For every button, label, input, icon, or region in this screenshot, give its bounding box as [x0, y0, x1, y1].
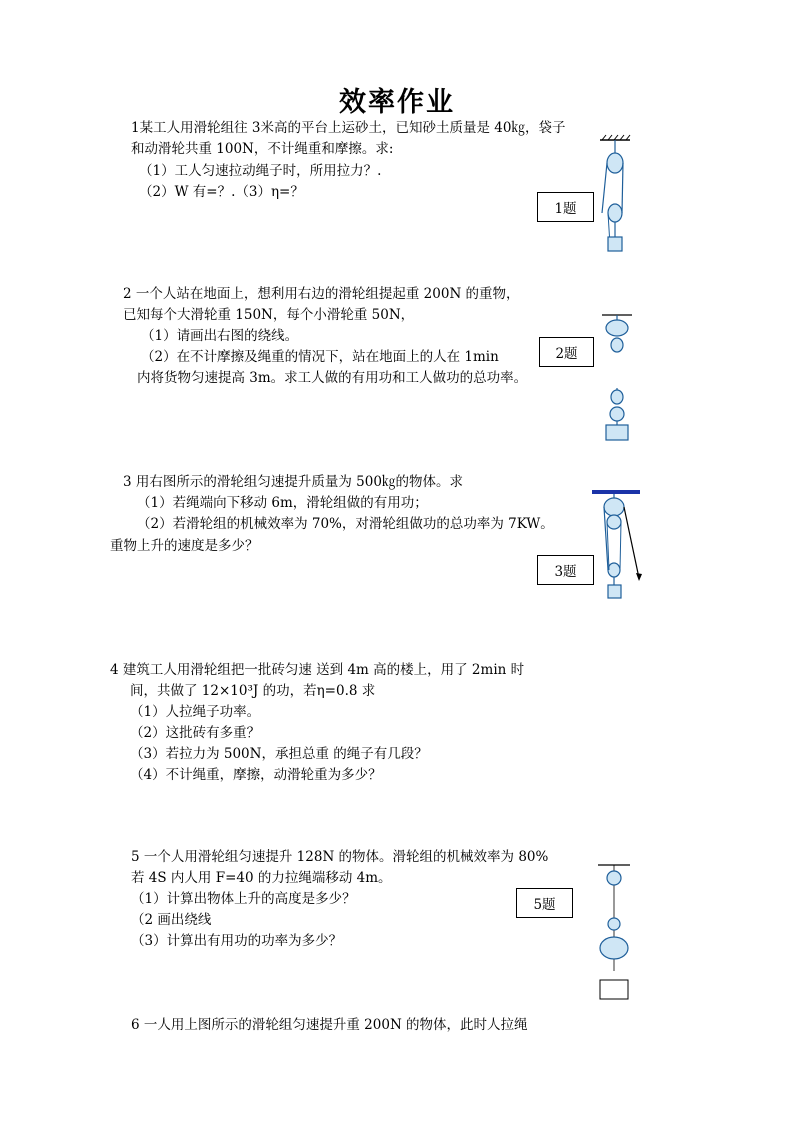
figure-label-5: 5题 — [516, 888, 573, 918]
problem-1-line-3: （1）工人匀速拉动绳子时，所用拉力？. — [139, 163, 382, 179]
problem-4-line-5: （3）若拉力为 500N，承担总重 的绳子有几段？ — [130, 746, 428, 762]
problem-6-line-1: 6 一人用上图所示的滑轮组匀速提升重 200N 的物体，此时人拉绳 — [131, 1017, 528, 1033]
figure-label-2: 2题 — [539, 337, 594, 367]
problem-2-line-2: 已知每个大滑轮重 150N，每个小滑轮重 50N， — [123, 307, 415, 323]
problem-4-line-3: （1）人拉绳子功率。 — [130, 704, 261, 720]
problem-3-line-3: （2）若滑轮组的机械效率为 70%，对滑轮组做功的总功率为 7KW。 — [137, 516, 554, 532]
pulley-figure-5 — [598, 863, 634, 1003]
problem-5-line-4: （2 画出绕线 — [131, 912, 212, 928]
problem-4-line-4: （2）这批砖有多重？ — [130, 725, 261, 741]
problem-5-line-1: 5 一个人用滑轮组匀速提升 128N 的物体。滑轮组的机械效率为 80% — [131, 849, 549, 865]
problem-5-line-2: 若 4S 内人用 F=40 的力拉绳端移动 4m。 — [131, 870, 392, 886]
problem-5-line-5: （3）计算出有用功的功率为多少？ — [131, 933, 343, 949]
problem-2-line-4: （2）在不计摩擦及绳重的情况下，站在地面上的人在 1min — [141, 349, 499, 365]
problem-4-line-2: 间，共做了 12×10³J 的功，若η=0.8 求 — [130, 683, 376, 699]
problem-5-line-3: （1）计算出物体上升的高度是多少？ — [131, 891, 356, 907]
problem-2-line-3: （1）请画出右图的绕线。 — [141, 328, 299, 344]
page-title: 效率作业 — [339, 87, 455, 118]
figure-label-1: 1题 — [537, 192, 594, 222]
problem-3-line-1: 3 用右图所示的滑轮组匀速提升质量为 500㎏的物体。求 — [123, 474, 463, 490]
pulley-figure-3 — [592, 488, 652, 603]
problem-2-line-5: 内将货物匀速提高 3m。求工人做的有用功和工人做功的总功率。 — [137, 370, 528, 386]
problem-3-line-2: （1）若绳端向下移动 6m，滑轮组做的有用功； — [137, 495, 428, 511]
figure-label-3: 3题 — [537, 555, 594, 585]
problem-4-line-1: 4 建筑工人用滑轮组把一批砖匀速 送到 4m 高的楼上，用了 2min 时 — [110, 662, 525, 678]
problem-1-line-2: 和动滑轮共重 100N，不计绳重和摩擦。求: — [131, 141, 394, 157]
problem-1-line-1: 1某工人用滑轮组往 3米高的平台上运砂土，已知砂土质量是 40㎏，袋子 — [131, 120, 566, 136]
problem-1-line-4: （2）W 有=？.（3）η=？ — [139, 184, 304, 200]
problem-4-line-6: （4）不计绳重，摩擦，动滑轮重为多少？ — [130, 767, 382, 783]
pulley-figure-1 — [594, 135, 644, 255]
problem-2-line-1: 2 一个人站在地面上，想利用右边的滑轮组提起重 200N 的重物， — [123, 286, 520, 302]
problem-3-line-4: 重物上升的速度是多少？ — [110, 538, 259, 554]
pulley-figure-2 — [598, 313, 638, 443]
